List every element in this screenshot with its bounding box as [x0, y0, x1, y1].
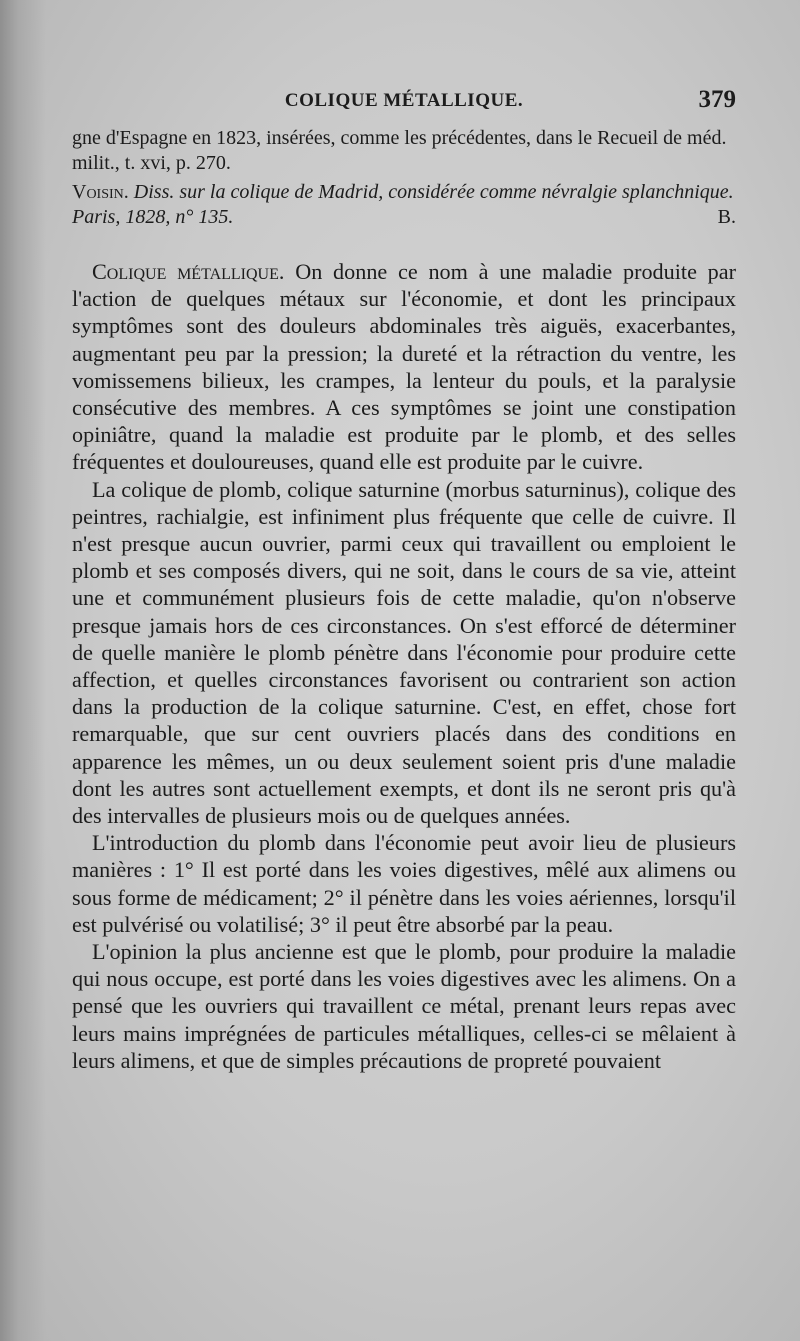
author-signature: B.: [717, 206, 736, 228]
page-header: [72, 88, 736, 118]
bibliography-author: Voisin.: [72, 181, 129, 203]
page-gutter-shadow: [0, 0, 46, 1341]
page-number: 379: [698, 86, 736, 113]
bibliography-entry: [72, 180, 736, 230]
bibliography-entry: [72, 126, 736, 176]
paragraph-text: On donne ce nom à une maladie produite par l'action de quelques métaux sur l'économie, et dont les principaux symptômes sont des douleurs abdominales très aiguës, exacerbantes, augmentant peu par la pression; la dureté et la rétraction du ventre, les vomissemens bilieux, les crampes, la lenteur du pouls, et la paralysie consécutive des membres. A ces symptômes se joint une constipation opiniâtre, quand la maladie est produite par le plomb, et des selles fréquentes et douloureuses, quand elle est produite par le cuivre.: [72, 259, 736, 475]
article-paragraph: L'introduction du plomb dans l'économie peut avoir lieu de plusieurs manières : 1° Il est porté dans les voies digestives, mêlé aux alimens ou sous forme de médicament; 2° il pénètre dans les voies aériennes, lorsqu'il est pulvérisé ou volatilisé; 3° il peut être absorbé par la peau.: [72, 830, 736, 937]
article-paragraph: [72, 258, 736, 476]
bibliography-text: Diss. sur la colique de Madrid, considérée comme névralgie splanchnique. Paris, 1828, n° 135.: [72, 181, 734, 228]
article-headword: Colique métallique.: [92, 259, 285, 284]
article-body: [72, 258, 736, 1074]
article-paragraph: La colique de plomb, colique saturnine (morbus saturninus), colique des peintres, rachialgie, est infiniment plus fréquente que celle de cuivre. Il n'est presque aucun ouvrier, parmi ceux qui travaillent ou emploient le plomb et ses composés divers, qui ne soit, dans le cours de sa vie, atteint une et communément plusieurs fois de cette maladie, qu'on n'observe presque jamais hors de ces circonstances. On s'est efforcé de déterminer de quelle manière le plomb pénètre dans l'économie pour produire cette affection, et quelles circonstances favorisent ou contrarient son action dans la production de la colique saturnine. C'est, en effet, chose fort remarquable, que sur cent ouvriers placés dans des conditions en apparence les mêmes, un ou deux seulement soient pris d'une maladie dont les autres sont actuellement exempts, et dont ils ne seront pris qu'à des intervalles de plusieurs mois ou de quelques années.: [72, 476, 736, 829]
running-title: COLIQUE MÉTALLIQUE.: [284, 90, 524, 111]
article-paragraph: L'opinion la plus ancienne est que le plomb, pour produire la maladie qui nous occupe, est porté dans les voies digestives avec les alimens. On a pensé que les ouvriers qui travaillent ce métal, prenant leurs repas avec leurs mains imprégnées de particules métalliques, celles-ci se mêlaient à leurs alimens, et que de simples précautions de propreté pouvaient: [72, 939, 736, 1073]
bibliography-text: gne d'Espagne en 1823, insérées, comme les précédentes, dans le Recueil de méd. milit., t. xvi, p. 270.: [72, 127, 727, 174]
